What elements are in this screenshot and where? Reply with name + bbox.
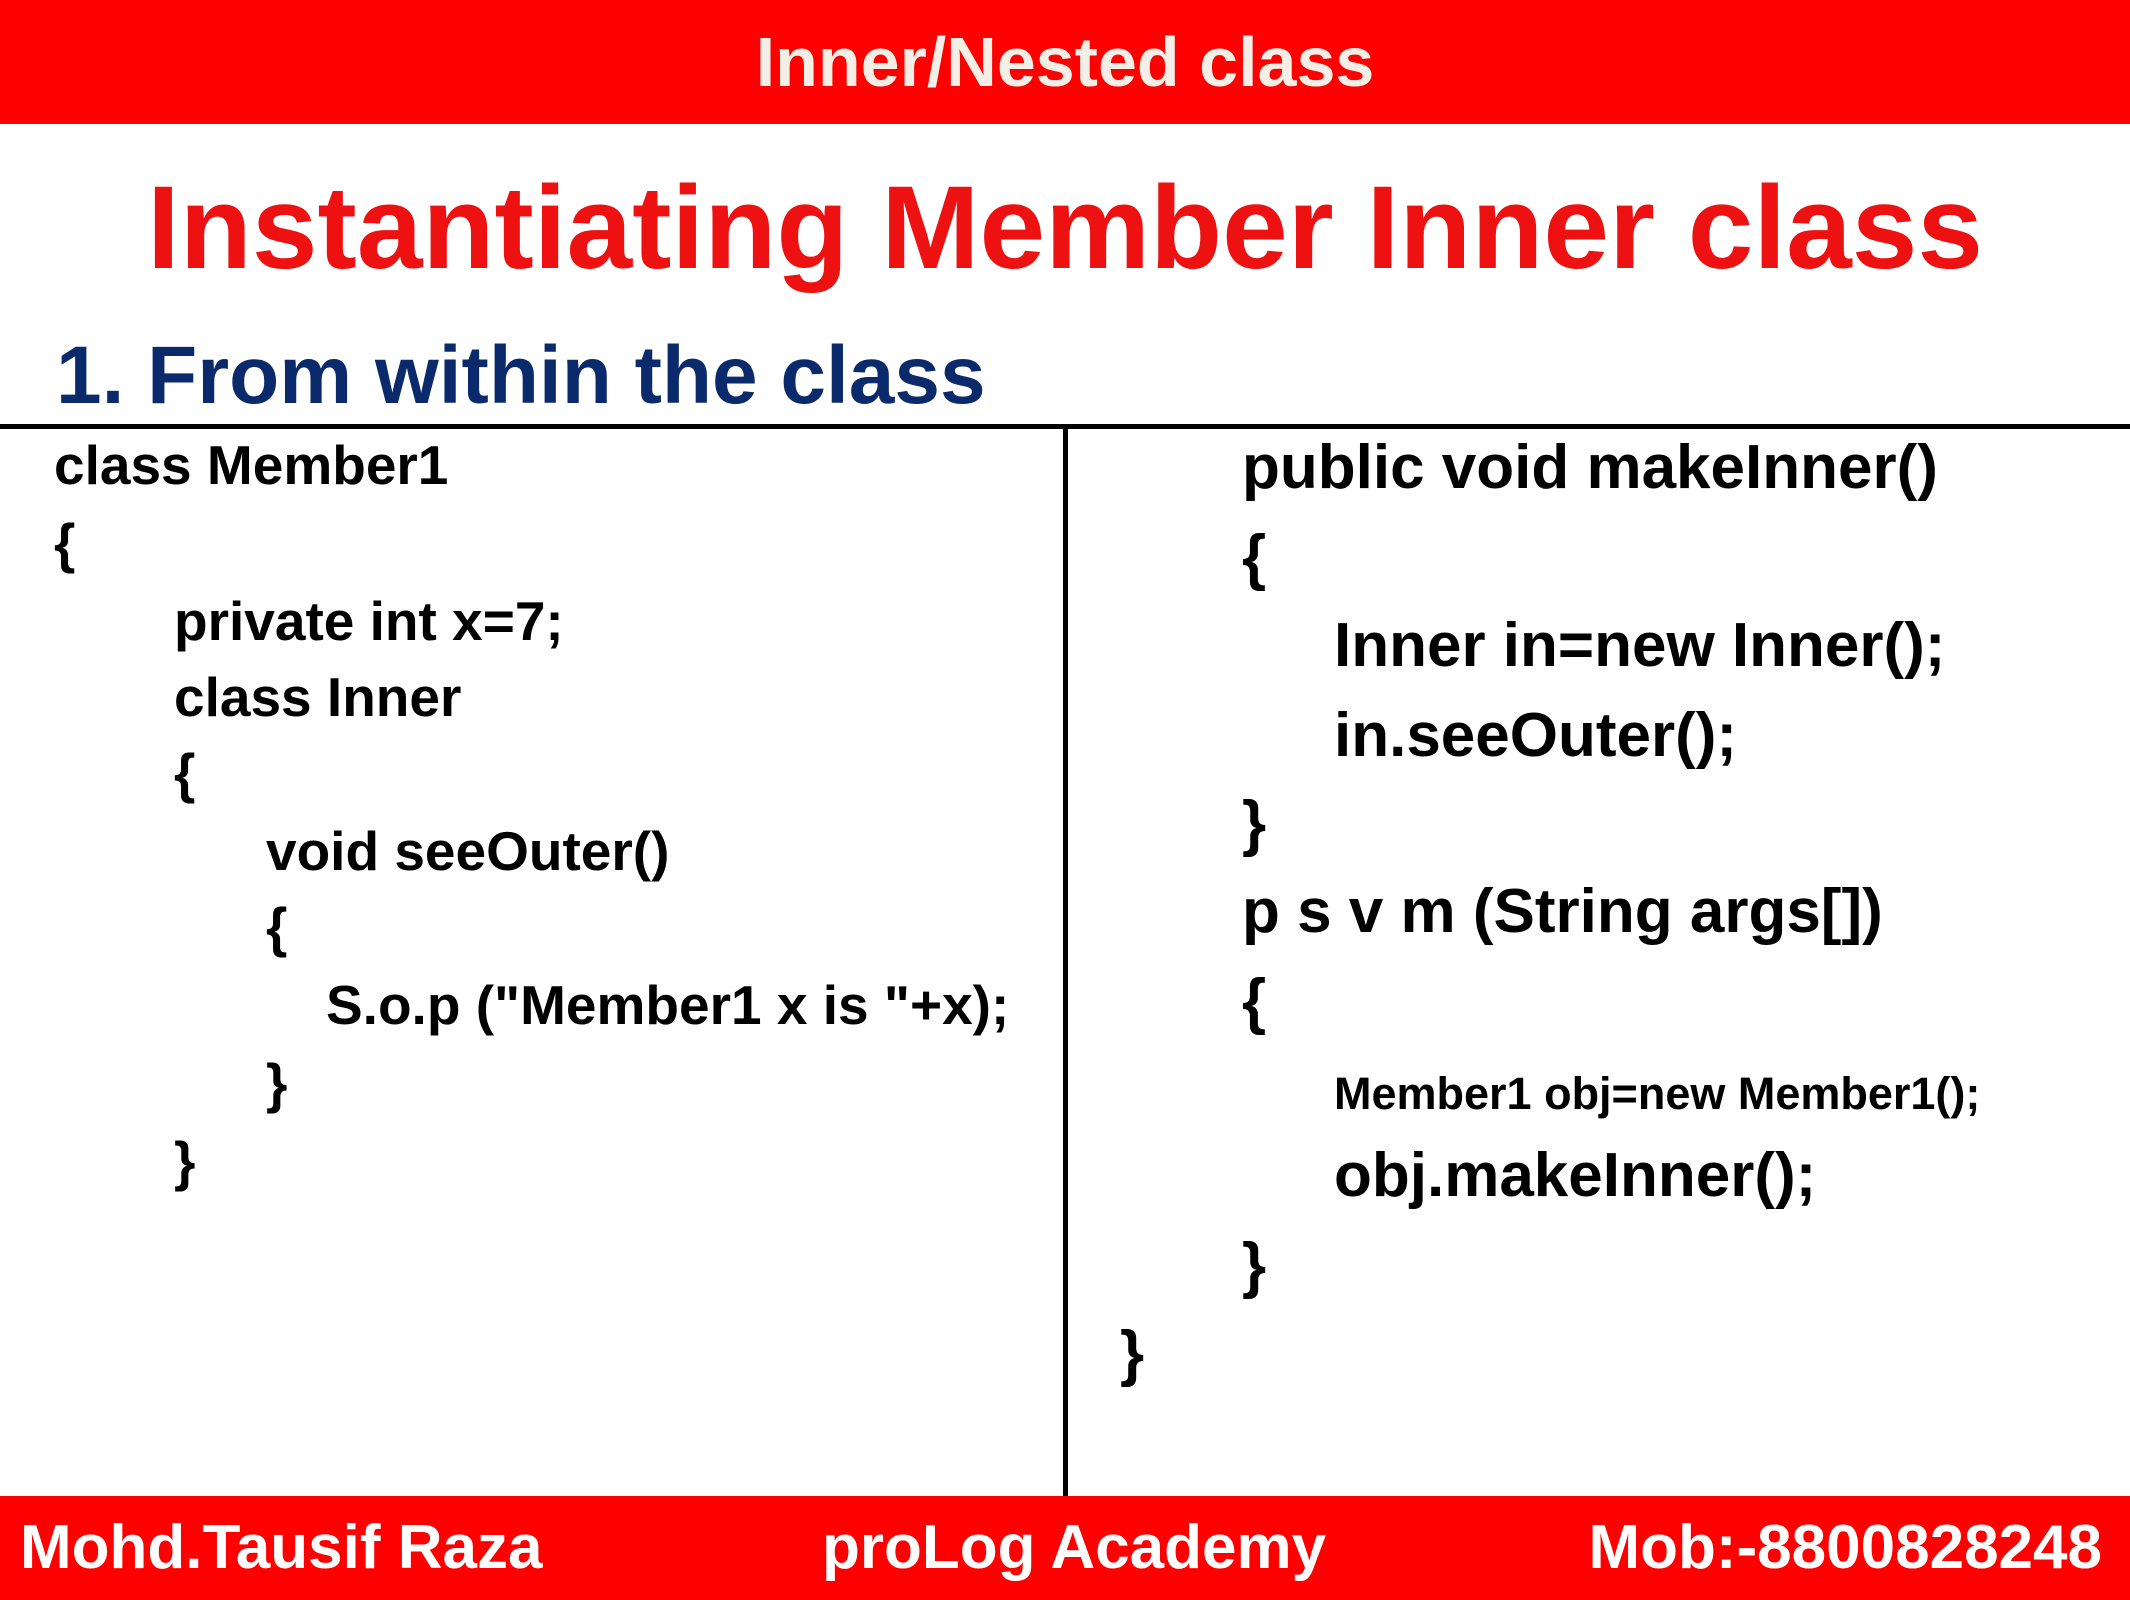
- vertical-divider: [1063, 424, 1068, 1496]
- code-line: }: [1242, 789, 1267, 858]
- code-line: }: [1120, 1319, 1145, 1388]
- header-banner: [0, 0, 2130, 124]
- footer-academy: proLog Academy: [822, 1513, 1327, 1582]
- section-heading: 1. From within the class: [56, 330, 986, 421]
- code-line: public void makeInner(): [1242, 433, 1938, 502]
- footer-author: Mohd.Tausif Raza: [20, 1513, 543, 1582]
- footer-mobile: Mob:-8800828248: [1588, 1513, 2102, 1582]
- code-line: S.o.p ("Member1 x is "+x);: [326, 974, 1010, 1036]
- code-line: }: [266, 1052, 288, 1114]
- code-line: class Member1: [54, 434, 449, 496]
- code-line: void seeOuter(): [266, 820, 670, 882]
- code-line: {: [54, 512, 76, 574]
- code-line: Inner in=new Inner();: [1334, 611, 1946, 680]
- code-line: private int x=7;: [174, 590, 564, 652]
- slide-title: Instantiating Member Inner class: [146, 162, 1984, 294]
- code-line: {: [1242, 967, 1267, 1036]
- code-line: in.seeOuter();: [1334, 701, 1738, 770]
- code-line: obj.makeInner();: [1334, 1141, 1817, 1210]
- code-line: class Inner: [174, 666, 462, 728]
- code-line: }: [1242, 1231, 1267, 1300]
- code-line: }: [174, 1130, 196, 1192]
- code-line: {: [266, 896, 288, 958]
- code-line: Member1 obj=new Member1();: [1334, 1068, 1981, 1119]
- banner-title: Inner/Nested class: [755, 23, 1375, 101]
- code-line: p s v m (String args[]): [1242, 877, 1883, 946]
- code-line: {: [1242, 523, 1267, 592]
- footer-banner: [0, 1496, 2130, 1600]
- code-line: {: [174, 742, 196, 804]
